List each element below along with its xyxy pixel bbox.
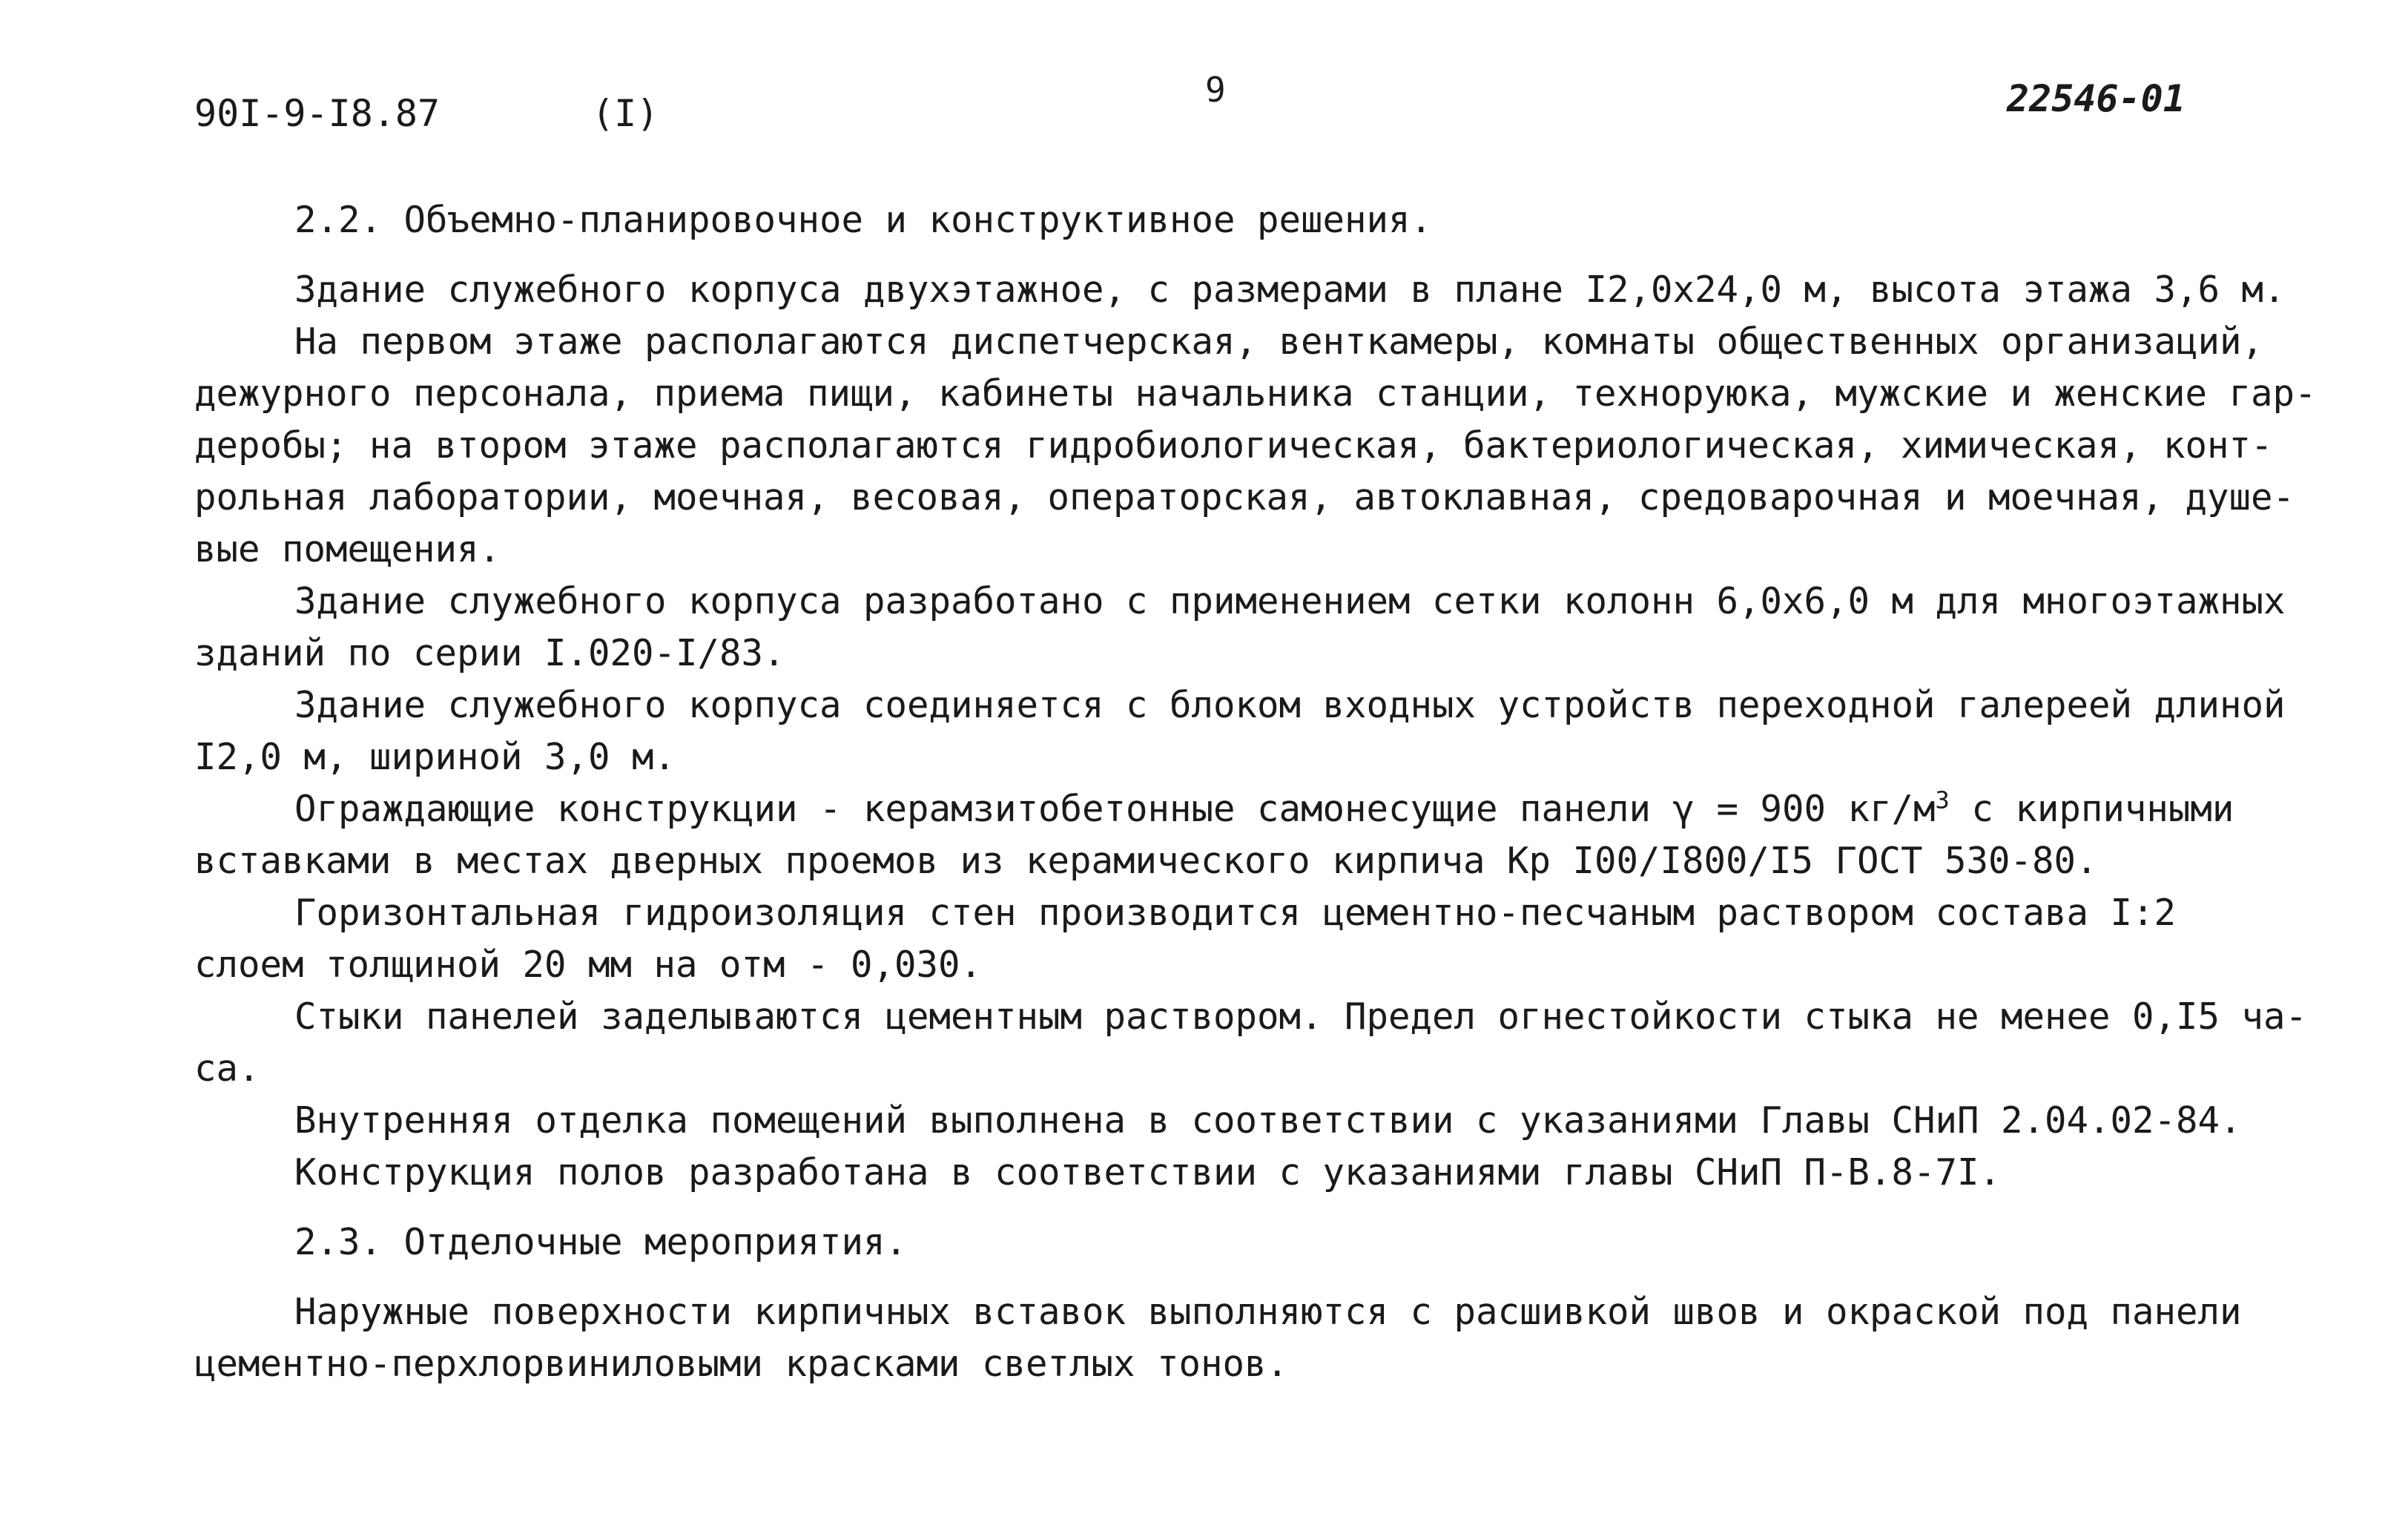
text-line: деробы; на втором этаже располагаются гидробиологическая, бактериологическая, химическая, конт- xyxy=(194,424,2273,467)
text-line: Наружные поверхности кирпичных вставок выполняются с расшивкой швов и окраской под панели xyxy=(294,1291,2242,1333)
paragraph xyxy=(194,991,2308,1095)
paragraph xyxy=(194,576,2286,679)
paragraph xyxy=(194,783,2241,887)
page-number: 9 xyxy=(1205,70,1226,110)
paragraph xyxy=(194,264,2317,576)
text-line: Здание служебного корпуса соединяется с блоком входных устройств переходной галереей длиной xyxy=(294,684,2286,726)
paragraph xyxy=(194,1095,2241,1199)
paragraph xyxy=(194,887,2241,991)
section-heading: 2.2. Объемно-планировочное и конструктивное решения. xyxy=(294,199,1433,241)
text-line: слоем толщиной 20 мм на отм - 0,030. xyxy=(194,944,983,986)
text-line: рольная лаборатории, моечная, весовая, операторская, автоклавная, средоварочная и моечная, душе- xyxy=(194,476,2295,519)
text-line: са. xyxy=(194,1047,260,1090)
text-line: Конструкция полов разработана в соответствии с указаниями главы СНиП П-В.8-7I. xyxy=(294,1151,2002,1194)
text-line: дежурного персонала, приема пищи, кабинеты начальника станции, техноруюка, мужские и женские гар- xyxy=(194,372,2317,415)
volume-number: (I) xyxy=(592,92,659,135)
text-line: зданий по серии I.020-I/83. xyxy=(194,632,785,674)
text-line: вставками в местах дверных проемов из керамического кирпича Кр I00/I800/I5 ГОСТ 530-80. xyxy=(194,840,2098,882)
inventory-number: 22546-01 xyxy=(2007,77,2186,120)
document-body xyxy=(194,194,2317,1390)
paragraph xyxy=(194,1286,2241,1390)
text-line: Внутренняя отделка помещений выполнена в соответствии с указаниями Главы СНиП 2.04.02-84. xyxy=(294,1099,2242,1142)
text-line: Горизонтальная гидроизоляция стен производится цементно-песчаным раствором состава I:2 xyxy=(294,892,2177,934)
text-line: Стыки панелей заделываются цементным раствором. Предел огнестойкости стыка не менее 0,I5 ча- xyxy=(294,995,2308,1038)
text-segment: с кирпичными xyxy=(1949,788,2234,830)
text-line: I2,0 м, шириной 3,0 м. xyxy=(194,736,676,778)
text-line: цементно-перхлорвиниловыми красками светлых тонов. xyxy=(194,1343,1289,1385)
text-line: На первом этаже располагаются диспетчерская, венткамеры, комнаты общественных организаций, xyxy=(294,320,2264,363)
text-segment: Ограждающие конструкции - керамзитобетонные самонесущие панели γ = 900 кг/м xyxy=(294,788,1936,830)
doc-code: 90I-9-I8.87 xyxy=(194,92,441,135)
text-line: Здание служебного корпуса разработано с применением сетки колонн 6,0x6,0 м для многоэтажных xyxy=(294,580,2286,622)
section-heading: 2.3. Отделочные мероприятия. xyxy=(294,1221,908,1263)
text-line: вые помещения. xyxy=(194,528,501,570)
superscript: 3 xyxy=(1935,786,1950,814)
paragraph xyxy=(194,679,2286,783)
text-line xyxy=(194,783,2241,835)
text-line: Здание служебного корпуса двухэтажное, с размерами в плане I2,0x24,0 м, высота этажа 3,6 м. xyxy=(294,269,2286,311)
